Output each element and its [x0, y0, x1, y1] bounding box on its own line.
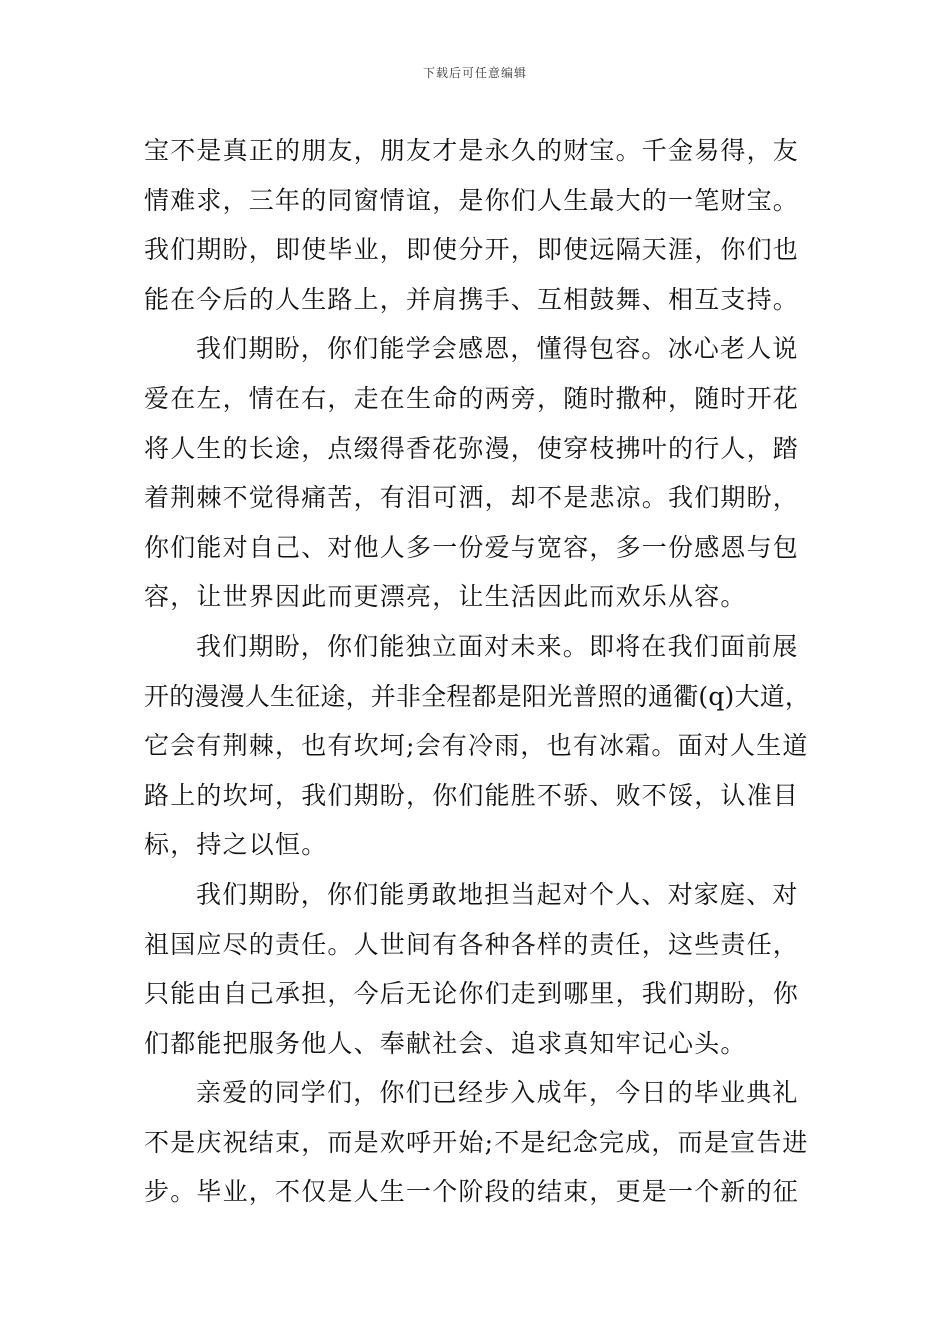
text-line: 它会有荆棘，也有坎坷;会有冷雨，也有冰霜。面对人生道: [144, 731, 809, 761]
text-line: 宝不是真正的朋友，朋友才是永久的财宝。千金易得，友: [144, 136, 800, 165]
paragraph-first-line: 我们期盼，你们能勇敢地担当起对个人、对家庭、对: [196, 879, 799, 909]
text-line: 容，让世界因此而更漂亮，让生活因此而欢乐从容。: [144, 582, 747, 612]
text-line: 情难求，三年的同窗情谊，是你们人生最大的一笔财宝。: [144, 185, 800, 215]
paragraph-first-line: 我们期盼，你们能学会感恩，懂得包容。冰心老人说: [196, 334, 799, 364]
text-line: 我们期盼，即使毕业，即使分开，即使远隔天涯，你们也: [144, 235, 800, 265]
text-line: 路上的坎坷，我们期盼，你们能胜不骄、败不馁，认准目: [144, 780, 800, 810]
text-line: 你们能对自己、对他人多一份爱与宽容，多一份感恩与包: [144, 532, 800, 562]
document-body: [144, 126, 824, 1217]
text-line: 们都能把服务他人、奉献社会、追求真知牢记心头。: [144, 1028, 747, 1058]
text-line: 爱在左，情在右，走在生命的两旁，随时撒种，随时开花: [144, 383, 800, 413]
paragraph-first-line: 我们期盼，你们能独立面对未来。即将在我们面前展: [196, 631, 799, 661]
text-line: 着荆棘不觉得痛苦，有泪可洒，却不是悲凉。我们期盼，: [144, 483, 800, 513]
text-line: 开的漫漫人生征途，并非全程都是阳光普照的通衢(q)大道，: [144, 681, 811, 711]
text-line: 只能由自己承担，今后无论你们走到哪里，我们期盼，你: [144, 979, 800, 1009]
text-line: 标，持之以恒。: [144, 830, 328, 860]
page-header: 下载后可任意编辑: [422, 66, 527, 80]
text-line: 步。毕业，不仅是人生一个阶段的结束，更是一个新的征: [144, 1177, 800, 1207]
text-line: 能在今后的人生路上，并肩携手、互相鼓舞、相互支持。: [144, 284, 800, 314]
paragraph-first-line: 亲爱的同学们，你们已经步入成年，今日的毕业典礼: [196, 1078, 799, 1108]
text-line: 不是庆祝结束，而是欢呼开始;不是纪念完成，而是宣告进: [144, 1127, 809, 1157]
text-line: 将人生的长途，点缀得香花弥漫，使穿枝拂叶的行人，踏: [144, 433, 800, 463]
text-line: 祖国应尽的责任。人世间有各种各样的责任，这些责任，: [144, 929, 800, 959]
